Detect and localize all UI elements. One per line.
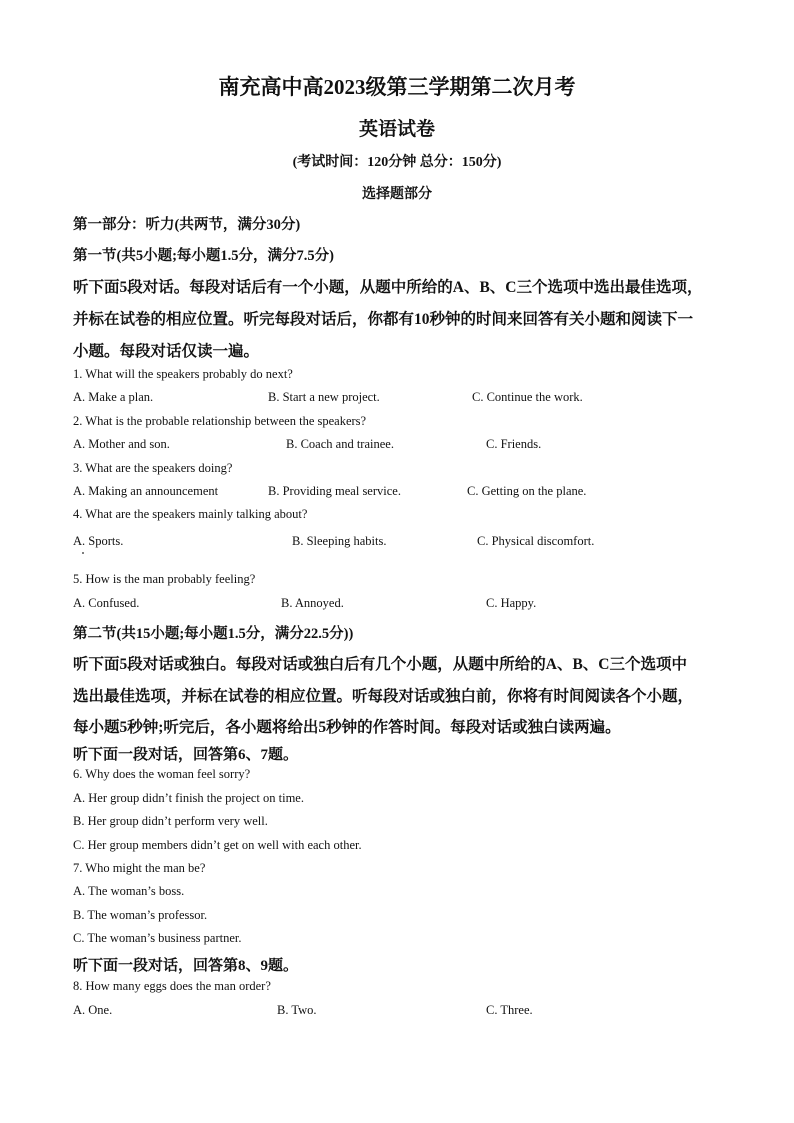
option-c: C. Physical discomfort. xyxy=(477,534,595,548)
stray-dot xyxy=(82,552,84,554)
option-c: C. Getting on the plane. xyxy=(467,484,587,498)
instruction-line: 并标在试卷的相应位置。听完每段对话后，你都有10秒钟的时间来回答有关小题和阅读下一 xyxy=(73,311,694,328)
option-c: C. Friends. xyxy=(486,437,542,451)
option-b: B. Annoyed. xyxy=(281,596,344,610)
instruction-line: 听下面5段对话。每段对话后有一个小题，从题中所给的A、B、C三个选项中选出最佳选项， xyxy=(73,279,703,296)
option-b: B. The woman’s professor. xyxy=(73,908,208,922)
question-stem: 5. How is the man probably feeling? xyxy=(73,572,256,586)
section-label: 选择题部分 xyxy=(362,187,432,202)
exam-title: 南充高中高2023级第三学期第二次月考 xyxy=(218,75,576,99)
option-c: C. The woman’s business partner. xyxy=(73,931,242,945)
question-stem: 1. What will the speakers probably do next? xyxy=(73,367,293,381)
option-b: B. Providing meal service. xyxy=(268,484,401,498)
question-stem: 7. Who might the man be? xyxy=(73,861,206,875)
exam-info: (考试时间：120分钟 总分：150分) xyxy=(292,155,502,170)
question-stem: 8. How many eggs does the man order? xyxy=(73,979,271,993)
dialogue-heading: 听下面一段对话，回答第8、9题。 xyxy=(73,958,299,974)
question-stem: 4. What are the speakers mainly talking about? xyxy=(73,507,308,521)
option-a: A. Confused. xyxy=(73,596,140,610)
option-b: B. Her group didn’t perform very well. xyxy=(73,814,268,828)
option-c: C. Three. xyxy=(486,1003,533,1017)
option-c: C. Happy. xyxy=(486,596,537,610)
dialogue-heading: 听下面一段对话，回答第6、7题。 xyxy=(73,747,299,763)
question-stem: 6. Why does the woman feel sorry? xyxy=(73,767,251,781)
instruction-line: 选出最佳选项，并标在试卷的相应位置。听每段对话或独白前，你将有时间阅读各个小题， xyxy=(73,688,694,705)
question-stem: 3. What are the speakers doing? xyxy=(73,461,233,475)
option-a: A. Mother and son. xyxy=(73,437,170,451)
option-a: A. The woman’s boss. xyxy=(73,884,185,898)
option-c: C. Continue the work. xyxy=(472,390,583,404)
option-a: A. One. xyxy=(73,1003,113,1017)
instruction-line: 听下面5段对话或独白。每段对话或独白后有几个小题，从题中所给的A、B、C三个选项中 xyxy=(73,656,687,673)
instruction-line: 每小题5秒钟;听完后，各小题将给出5秒钟的作答时间。每段对话或独白读两遍。 xyxy=(73,719,621,736)
option-a: A. Her group didn’t finish the project on time. xyxy=(73,791,304,805)
option-a: A. Making an announcement xyxy=(73,484,219,498)
question-stem: 2. What is the probable relationship between the speakers? xyxy=(73,414,367,428)
instruction-line: 小题。每段对话仅读一遍。 xyxy=(73,343,260,360)
option-b: B. Coach and trainee. xyxy=(286,437,394,451)
section1-heading: 第一节(共5小题;每小题1.5分，满分7.5分) xyxy=(73,248,334,264)
part1-heading: 第一部分：听力(共两节，满分30分) xyxy=(73,217,301,233)
section2-heading: 第二节(共15小题;每小题1.5分，满分22.5分)) xyxy=(73,626,354,642)
option-b: B. Sleeping habits. xyxy=(292,534,387,548)
option-b: B. Start a new project. xyxy=(268,390,380,404)
option-b: B. Two. xyxy=(277,1003,317,1017)
exam-subtitle: 英语试卷 xyxy=(358,119,435,140)
option-a: A. Sports. xyxy=(73,534,124,548)
option-a: A. Make a plan. xyxy=(73,390,154,404)
option-c: C. Her group members didn’t get on well with each other. xyxy=(73,838,362,852)
